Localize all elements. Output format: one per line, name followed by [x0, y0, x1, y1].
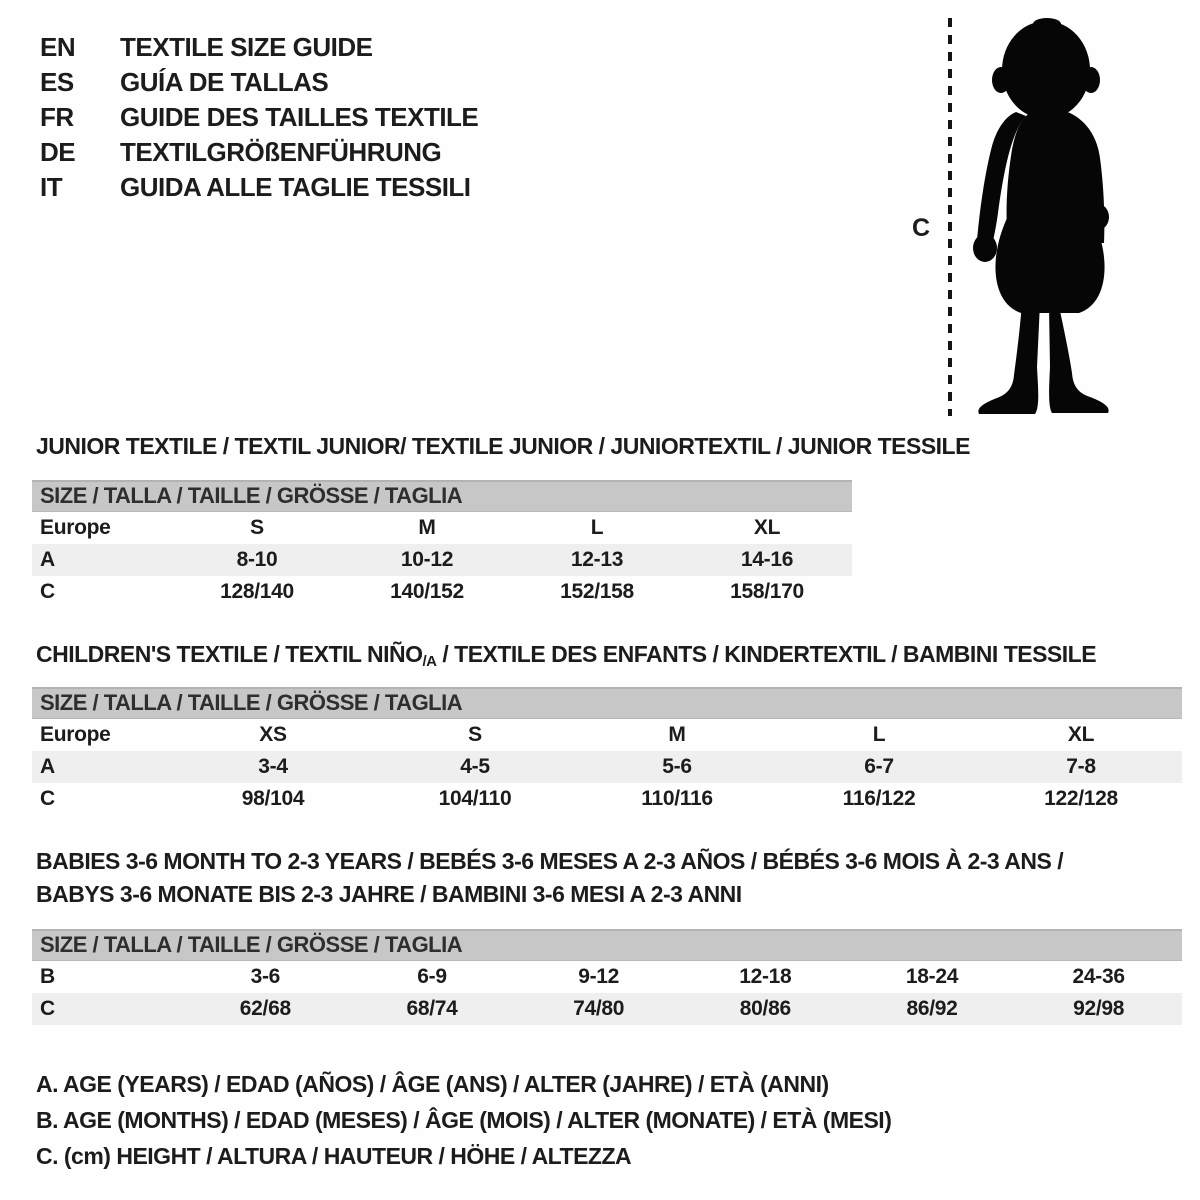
- cell: XL: [1067, 723, 1095, 746]
- legend-line-a: A. AGE (YEARS) / EDAD (AÑOS) / ÂGE (ANS) / ALTER (JAHRE) / ETÀ (ANNI): [36, 1071, 829, 1097]
- lang-code: FR: [40, 102, 74, 132]
- cell: 7-8: [1066, 755, 1096, 778]
- cell: 98/104: [241, 787, 305, 810]
- babies-size-table: [32, 929, 1182, 1025]
- cell: 8-10: [236, 548, 278, 571]
- guide-title: GUIDA ALLE TAGLIE TESSILI: [120, 172, 471, 202]
- cell: 152/158: [560, 580, 634, 603]
- cell: 3-6: [250, 965, 281, 988]
- cell: 14-16: [740, 548, 794, 571]
- cell: 4-5: [460, 755, 490, 778]
- legend-line-b: B. AGE (MONTHS) / EDAD (MESES) / ÂGE (MOIS) / ALTER (MONATE) / ETÀ (MESI): [36, 1107, 892, 1133]
- height-measure-dashed-line: [948, 18, 952, 416]
- babies-title-line1: BABIES 3-6 MONTH TO 2-3 YEARS / BEBÉS 3-6 MESES A 2-3 AÑOS / BÉBÉS 3-6 MOIS À 2-3 ANS /: [36, 848, 1064, 874]
- children-title-pre: CHILDREN'S TEXTILE / TEXTIL NIÑO: [36, 641, 423, 667]
- table-row-age: [32, 544, 852, 576]
- table-row-europe: [32, 512, 852, 544]
- row-label: C: [40, 787, 55, 810]
- lang-code: DE: [40, 137, 76, 167]
- cell: XS: [259, 723, 287, 746]
- cell: 74/80: [573, 997, 625, 1020]
- cell: 110/116: [641, 787, 713, 810]
- cell: M: [668, 723, 686, 746]
- table-row-height: [32, 993, 1182, 1025]
- table-row-height: [32, 576, 852, 608]
- children-title-sub: /A: [422, 653, 437, 670]
- cell: 12-13: [570, 548, 624, 571]
- lang-code: IT: [40, 172, 63, 202]
- cell: 18-24: [905, 965, 959, 988]
- cell: 122/128: [1044, 787, 1118, 810]
- size-header-bar: SIZE / TALLA / TAILLE / GRÖSSE / TAGLIA: [32, 929, 1182, 961]
- cell: 104/110: [438, 787, 512, 810]
- toddler-silhouette-icon: [963, 16, 1135, 418]
- cell: 68/74: [406, 997, 458, 1020]
- cell: 128/140: [220, 580, 294, 603]
- cell: S: [250, 516, 264, 539]
- table-row-height: [32, 783, 1182, 815]
- cell: 62/68: [239, 997, 291, 1020]
- cell: 6-7: [864, 755, 894, 778]
- table-row-age-months: [32, 961, 1182, 993]
- cell: 12-18: [739, 965, 792, 988]
- cell: XL: [753, 516, 781, 539]
- cell: 9-12: [578, 965, 620, 988]
- lang-row-it: [40, 170, 478, 205]
- lang-row-de: [40, 135, 478, 170]
- row-label: Europe: [40, 723, 111, 746]
- guide-title: GUÍA DE TALLAS: [120, 67, 329, 97]
- table-row-europe: [32, 719, 1182, 751]
- height-measure-label: C: [912, 214, 931, 242]
- lang-code: EN: [40, 32, 76, 62]
- row-label: A: [40, 755, 55, 778]
- children-size-table: [32, 687, 1182, 815]
- cell: M: [418, 516, 436, 539]
- cell: 86/92: [906, 997, 958, 1020]
- lang-row-es: [40, 65, 478, 100]
- size-header-bar: SIZE / TALLA / TAILLE / GRÖSSE / TAGLIA: [32, 480, 852, 512]
- cell: 92/98: [1073, 997, 1125, 1020]
- language-title-block: [40, 30, 478, 205]
- row-label: A: [40, 548, 55, 571]
- cell: S: [468, 723, 482, 746]
- children-section-title: [36, 641, 1096, 670]
- babies-title-line2: BABYS 3-6 MONATE BIS 2-3 JAHRE / BAMBINI 3-6 MESI A 2-3 ANNI: [36, 881, 742, 907]
- row-label: Europe: [40, 516, 111, 539]
- row-label: C: [40, 580, 55, 603]
- cell: 116/122: [842, 787, 916, 810]
- cell: 5-6: [662, 755, 692, 778]
- guide-title: TEXTILGRÖßENFÜHRUNG: [120, 137, 442, 167]
- children-title-post: / TEXTILE DES ENFANTS / KINDERTEXTIL / BAMBINI TESSILE: [436, 641, 1097, 667]
- lang-row-en: [40, 30, 478, 65]
- lang-code: ES: [40, 67, 74, 97]
- cell: L: [590, 516, 604, 539]
- cell: 24-36: [1072, 965, 1125, 988]
- junior-section-title: [36, 433, 970, 460]
- guide-title: GUIDE DES TAILLES TEXTILE: [120, 102, 479, 132]
- junior-title-text: JUNIOR TEXTILE / TEXTIL JUNIOR/ TEXTILE JUNIOR / JUNIORTEXTIL / JUNIOR TESSILE: [36, 433, 970, 459]
- guide-title: TEXTILE SIZE GUIDE: [120, 32, 373, 62]
- cell: 140/152: [390, 580, 464, 603]
- cell: 80/86: [739, 997, 791, 1020]
- row-label: C: [40, 997, 55, 1020]
- cell: L: [872, 723, 886, 746]
- row-label: B: [40, 965, 55, 988]
- junior-size-table: [32, 480, 852, 608]
- legend-line-c: C. (cm) HEIGHT / ALTURA / HAUTEUR / HÖHE / ALTEZZA: [36, 1143, 632, 1169]
- cell: 10-12: [400, 548, 454, 571]
- cell: 158/170: [730, 580, 804, 603]
- measurement-legend: [36, 1066, 891, 1174]
- lang-row-fr: [40, 100, 478, 135]
- size-header-bar: SIZE / TALLA / TAILLE / GRÖSSE / TAGLIA: [32, 687, 1182, 719]
- cell: 6-9: [417, 965, 447, 988]
- babies-section-title: [36, 845, 1063, 911]
- cell: 3-4: [258, 755, 288, 778]
- table-row-age: [32, 751, 1182, 783]
